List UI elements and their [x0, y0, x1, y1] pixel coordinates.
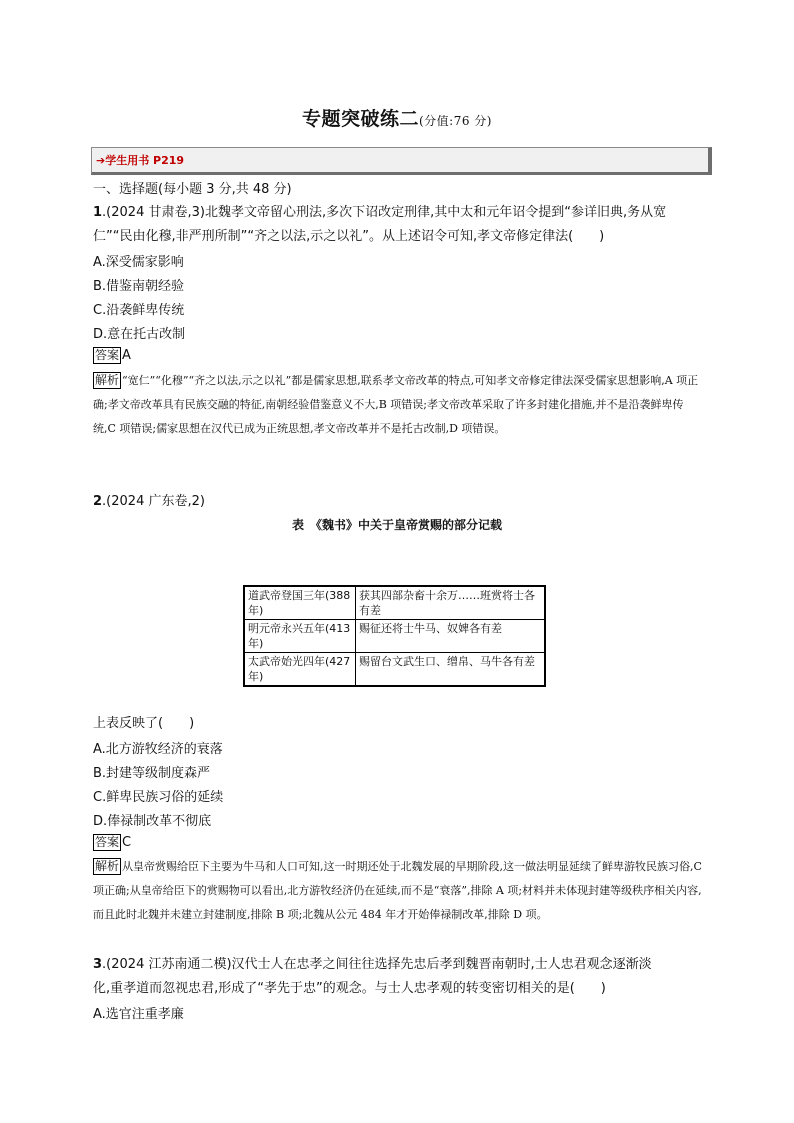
- book-reference-link[interactable]: ➔学生用书 P219: [96, 154, 185, 167]
- q3-stem-line2: 化,重孝道而忽视忠君,形成了“孝先于忠”的观念。与士人忠孝观的转变密切相关的是( ): [93, 981, 606, 996]
- q1-number: 1: [93, 205, 103, 220]
- q1-text-1: .(2024 甘肃卷,3)北魏孝文帝留心刑法,多次下诏改定刑律,其中太和元年诏令提到“参详旧典,务从宽: [102, 205, 667, 220]
- answer-tag: 答案: [95, 835, 120, 849]
- answer-tag: 答案: [95, 348, 120, 362]
- q2-option-b: B.封建等级制度森严: [93, 766, 211, 781]
- table-row: [244, 653, 545, 687]
- q1-option-d: D.意在托古改制: [93, 327, 186, 342]
- q2-option-a: A.北方游牧经济的衰落: [93, 742, 223, 757]
- title-score: (分值:76 分): [419, 114, 492, 128]
- q2-source: .(2024 广东卷,2): [102, 494, 205, 509]
- q1-option-c: C.沿袭鲜卑传统: [93, 303, 185, 318]
- q2-question: 上表反映了( ): [93, 716, 195, 731]
- table-cell-year: 道武帝登国三年(388 年): [244, 586, 356, 620]
- explanation-tag: 解析: [95, 373, 120, 387]
- table-cell-record: 获其四部杂畜十余万……班赏将士各有差: [356, 586, 546, 620]
- q1-option-b: B.借鉴南朝经验: [93, 279, 185, 294]
- q3-number: 3: [93, 957, 103, 972]
- title-main: 专题突破练二: [301, 108, 419, 130]
- section-heading: 一、选择题(每小题 3 分,共 48 分): [93, 182, 292, 197]
- q1-explanation: [93, 369, 705, 441]
- q2-explanation: [93, 855, 705, 927]
- table-row: [244, 586, 545, 620]
- table-cell-year: 太武帝始光四年(427 年): [244, 653, 356, 687]
- q2-answer: [93, 834, 131, 851]
- q3-stem-line1: [93, 955, 652, 974]
- q2-option-c: C.鲜卑民族习俗的延续: [93, 790, 224, 805]
- table-row: [244, 620, 545, 653]
- explanation-tag: 解析: [95, 859, 120, 873]
- q2-explanation-text: 从皇帝赏赐给臣下主要为牛马和人口可知,这一时期还处于北魏发展的早期阶段,这一做法明显延续了鲜卑游牧民族习俗,C 项正确;从皇帝给臣下的赏赐物可以看出,北方游牧经济仍在延续,而不是“衰落”,排除 A 项;材料并未体现封建等级秩序相关内容,而且此时北魏并未建立封建制度,排除 B 项;北魏从公元 484 年才开始俸禄制改革,排除 D 项。: [93, 860, 702, 921]
- q1-answer-value: A: [122, 348, 131, 363]
- table-caption: 表 《魏书》中关于皇帝赏赐的部分记载: [291, 518, 502, 532]
- q2-stem: [93, 492, 205, 511]
- q1-option-a: A.深受儒家影响: [93, 255, 184, 270]
- book-reference-bar: [91, 147, 712, 175]
- wei-shu-table: [243, 585, 546, 687]
- q2-answer-value: C: [122, 835, 132, 850]
- q1-explanation-text: “宽仁”“化穆”“齐之以法,示之以礼”都是儒家思想,联系孝文帝改革的特点,可知孝文帝修定律法深受儒家思想影响,A 项正确;孝文帝改革具有民族交融的特征,南朝经验借鉴意义不大,B 项错误;孝文帝改革采取了许多封建化措施,并不是沿袭鲜卑传统,C 项错误;儒家思想在汉代已成为正统思想,孝文帝改革并不是托古改制,D 项错误。: [93, 374, 699, 435]
- page-title: [0, 104, 794, 131]
- q3-option-a: A.选官注重孝廉: [93, 1007, 184, 1022]
- q1-stem-line2: 仁”“民由化穆,非严刑所制”“齐之以法,示之以礼”。从上述诏令可知,孝文帝修定律法( ): [93, 229, 605, 244]
- table-cell-record: 赐留台文武生口、缯帛、马牛各有差: [356, 653, 546, 687]
- q1-answer: [93, 347, 131, 364]
- table-cell-year: 明元帝永兴五年(413 年): [244, 620, 356, 653]
- q3-text-1: .(2024 江苏南通二模)汉代士人在忠孝之间往往选择先忠后孝到魏晋南朝时,士人忠君观念逐渐淡: [102, 957, 652, 972]
- q2-number: 2: [93, 494, 103, 509]
- table-cell-record: 赐征还将士牛马、奴婢各有差: [356, 620, 546, 653]
- q2-option-d: D.俸禄制改革不彻底: [93, 814, 212, 829]
- q1-stem-line1: [93, 203, 666, 222]
